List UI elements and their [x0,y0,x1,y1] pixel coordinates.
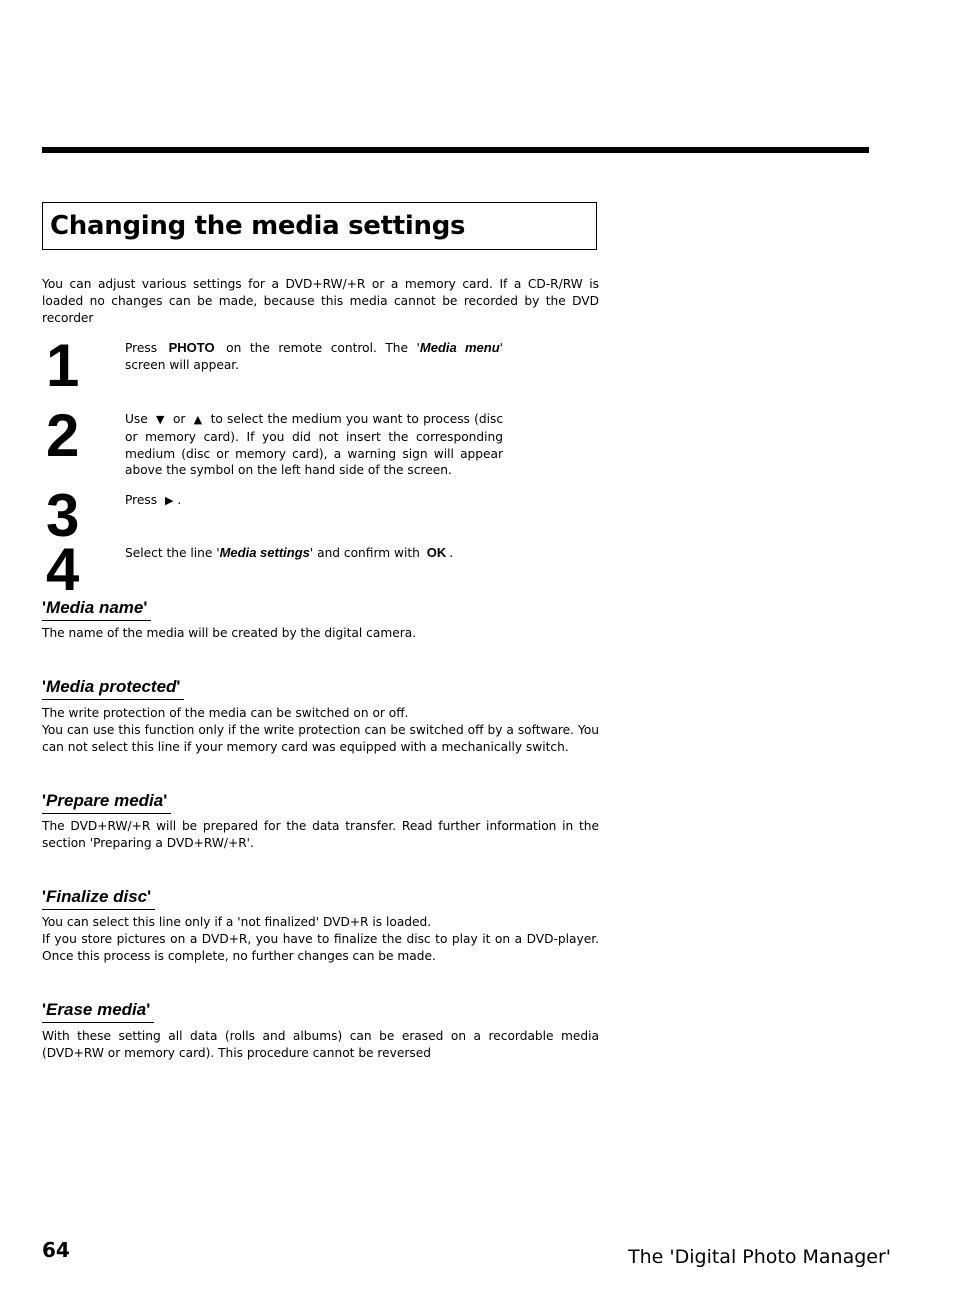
ok-key: OK [426,545,447,560]
arrow-right-icon: ▶ [164,494,174,507]
section-text: The name of the media will be created by the digital camera. [42,626,417,640]
menu-name: Media menu [419,340,500,355]
page-title: Changing the media settings [50,211,466,241]
section-heading-erase-media: 'Erase media' [42,999,154,1023]
section-text: The DVD+RW/+R will be prepared for the data transfer. Read further information in the section 'Preparing a DVD+RW/+R'. [42,819,599,850]
section-heading-finalize-disc: 'Finalize disc' [42,886,155,910]
section-heading-media-protected: 'Media protected' [42,676,184,700]
section-text: If you store pictures on a DVD+R, you have to finalize the disc to play it on a DVD-player. Once this process is complete, no further changes can be made. [42,932,599,963]
intro-text: You can adjust various settings for a DVD+RW/+R or a memory card. If a CD-R/RW is loaded no changes can be made, because this media cannot be recorded by the DVD recorder [42,277,599,325]
title-box [42,202,597,250]
section-text: You can use this function only if the write protection can be switched off by a software. You can not select this line if your memory card was equipped with a mechanically switch. [42,723,599,754]
section-text: With these setting all data (rolls and albums) can be erased on a recordable media (DVD+RW or memory card). This procedure cannot be reversed [42,1029,599,1060]
menu-name: Media settings [219,545,310,560]
step-number-2: 2 [46,402,80,469]
arrow-up-icon: ▲ [193,413,203,426]
step-3-text: Press ▶ . [125,493,182,507]
footer-chapter-title: The 'Digital Photo Manager' [628,1246,892,1268]
step-number-4: 4 [46,536,80,603]
step-4-text: Select the line 'Media settings' and confirm with OK . [125,545,454,560]
section-text: You can select this line only if a 'not finalized' DVD+R is loaded. [42,915,432,929]
step-1-text: Press PHOTO on the remote control. The 'Media menu' screen will appear. [125,340,504,372]
step-2-text: Use ▼ or ▲ to select the medium you want to process (disc or memory card). If you did not insert the corresponding medium (disc or memory card), a warning sign will appear above the symbol on the left hand side of the screen. [125,412,504,478]
section-text: The write protection of the media can be switched on or off. [42,706,409,720]
photo-key: PHOTO [168,340,215,355]
arrow-down-icon: ▼ [155,413,165,426]
step-number-1: 1 [46,332,80,399]
step-number-3: 3 [46,482,80,549]
header-rule [42,147,869,153]
page-number: 64 [42,1238,70,1262]
section-heading-prepare-media: 'Prepare media' [42,790,171,814]
section-heading-media-name: 'Media name' [42,597,151,621]
